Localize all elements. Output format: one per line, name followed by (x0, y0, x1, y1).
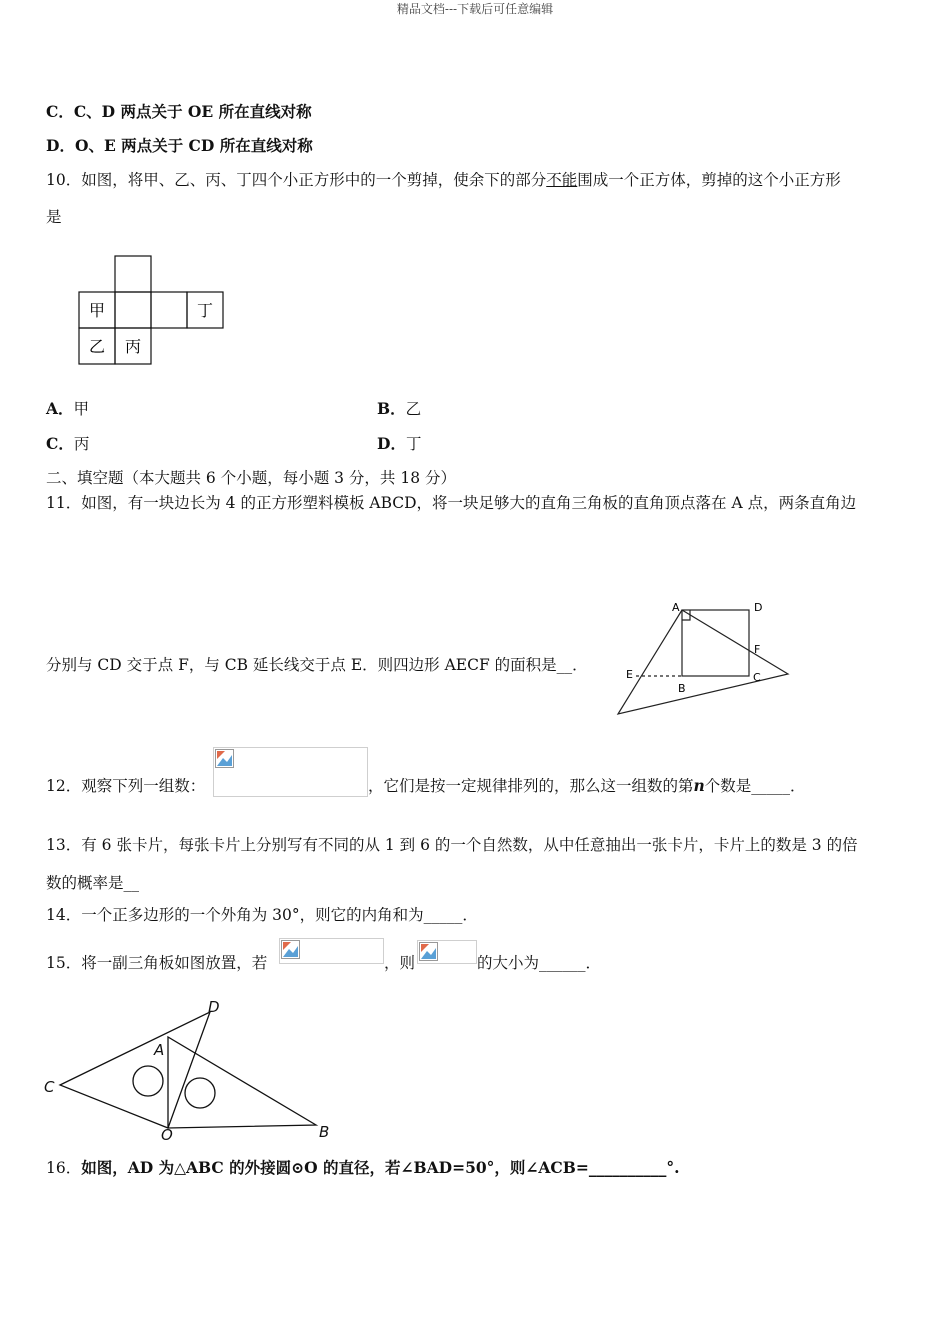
q10-option-a (46, 399, 89, 419)
q10-option-c-text: 丙 (73, 435, 90, 453)
q11-square-triangle-figure (610, 598, 800, 720)
section-heading-fill-in: 二、填空题（本大题共 6 个小题，每小题 3 分，共 18 分） (46, 469, 457, 487)
label-a: A (154, 1041, 165, 1059)
label-c: C (44, 1078, 55, 1096)
q10-number: 10． (46, 171, 82, 189)
q9-option-c (46, 102, 312, 122)
right-angle-mark (682, 610, 690, 620)
right-triangle (618, 610, 788, 714)
q9-option-c-letter: C． (46, 102, 74, 121)
q15-lead-text: 将一副三角板如图放置，若 (81, 954, 268, 972)
q12-variable-n: n (693, 776, 705, 795)
q11-text-a: 如图，有一块边长为 4 的正方形塑料模板 ABCD，将一块足够大的直角三角板的直角顶点落在 A 点，两条直角边 (81, 494, 857, 512)
q15-text-a (46, 953, 267, 973)
net-label-ding: 丁 (196, 301, 214, 320)
q10-option-b-text: 乙 (405, 400, 422, 418)
net-square-right (151, 292, 187, 328)
q10-option-b (377, 399, 421, 419)
q10-text-line2: 是 (46, 208, 62, 226)
q15-text-c: 的大小为______． (477, 954, 602, 972)
net-label-jia: 甲 (88, 301, 106, 320)
q10-option-d-letter: D． (377, 434, 406, 453)
net-label-bing: 丙 (124, 337, 142, 356)
q11-text-line1 (46, 493, 856, 513)
q12-number: 12． (46, 777, 82, 795)
label-b: B (319, 1123, 330, 1141)
net-label-yi: 乙 (88, 337, 106, 356)
broken-image-icon (281, 940, 301, 960)
q14-number: 14． (46, 906, 82, 924)
q9-option-d-letter: D． (46, 136, 75, 155)
label-f: F (754, 643, 761, 656)
q9-option-d-text: O、E 两点关于 CD 所在直线对称 (74, 136, 313, 155)
label-a: A (672, 601, 680, 614)
hole-right (185, 1078, 215, 1108)
q13-text-a: 有 6 张卡片，每张卡片上分别写有不同的从 1 到 6 的一个自然数，从中任意抽出一张卡片，卡片上的数是 3 的倍 (81, 836, 858, 854)
q10-option-d-text: 丁 (405, 435, 422, 453)
q14-body: 一个正多边形的一个外角为 30°，则它的内角和为_____． (81, 906, 478, 924)
label-d: D (208, 998, 220, 1016)
q10-option-b-letter: B． (377, 399, 406, 418)
q10-text-underlined: 不能 (546, 171, 578, 189)
hole-left (133, 1066, 163, 1096)
q10-text-line1 (46, 170, 841, 190)
q12-text-a (46, 776, 205, 796)
q9-option-c-text: C、D 两点关于 OE 所在直线对称 (73, 102, 312, 121)
q12-lead-text: 观察下列一组数： (81, 777, 206, 795)
q9-option-d (46, 136, 313, 156)
label-d: D (754, 601, 763, 614)
q10-option-c-letter: C． (46, 434, 74, 453)
q15-triangle-boards-figure (40, 995, 340, 1145)
q15-text-b: ，则 (384, 954, 416, 972)
net-square-middle (115, 292, 151, 328)
q10-option-c (46, 434, 89, 454)
q12-middle-text: ，它们是按一定规律排列的，那么这一组数的第 (368, 777, 694, 795)
q11-number: 11． (46, 494, 82, 512)
q10-option-a-text: 甲 (73, 400, 90, 418)
q13-number: 13． (46, 836, 82, 854)
label-e: E (626, 668, 633, 681)
label-c: C (753, 671, 761, 684)
q10-text-b: 围成一个正方体，剪掉的这个小正方形 (577, 171, 841, 189)
q10-text-a: 如图，将甲、乙、丙、丁四个小正方形中的一个剪掉，使余下的部分 (81, 171, 547, 189)
q15-angle-image-placeholder (417, 940, 477, 964)
square-abcd (682, 610, 749, 676)
net-square-top (115, 256, 151, 292)
label-b: B (678, 682, 686, 695)
broken-image-icon (419, 942, 439, 962)
q15-number: 15． (46, 954, 82, 972)
q12-sequence-image-placeholder (213, 747, 368, 797)
q15-condition-image-placeholder (279, 938, 384, 964)
page-header: 精品文档---下载后可任意编辑 (396, 2, 554, 16)
q10-cube-net-figure (76, 254, 226, 368)
q14-text (46, 905, 478, 925)
label-o: O (161, 1126, 173, 1144)
q16-body: 如图，AD 为△ABC 的外接圆⊙O 的直径，若∠BAD=50°，则∠ACB=__________°. (81, 1158, 680, 1177)
q16-text (46, 1158, 680, 1178)
q10-option-a-letter: A． (46, 399, 74, 418)
q16-number: 16． (46, 1159, 82, 1177)
q13-text-line1 (46, 835, 858, 855)
q13-text-line2: 数的概率是__ (46, 874, 140, 892)
q12-end-text: 个数是_____． (704, 777, 806, 795)
q12-text-b (368, 776, 806, 796)
q11-text-line2: 分别与 CD 交于点 F，与 CB 延长线交于点 E．则四边形 AECF 的面积是__． (46, 656, 588, 674)
triangle-cdo (60, 1012, 210, 1128)
q10-option-d (377, 434, 421, 454)
broken-image-icon (215, 749, 235, 769)
